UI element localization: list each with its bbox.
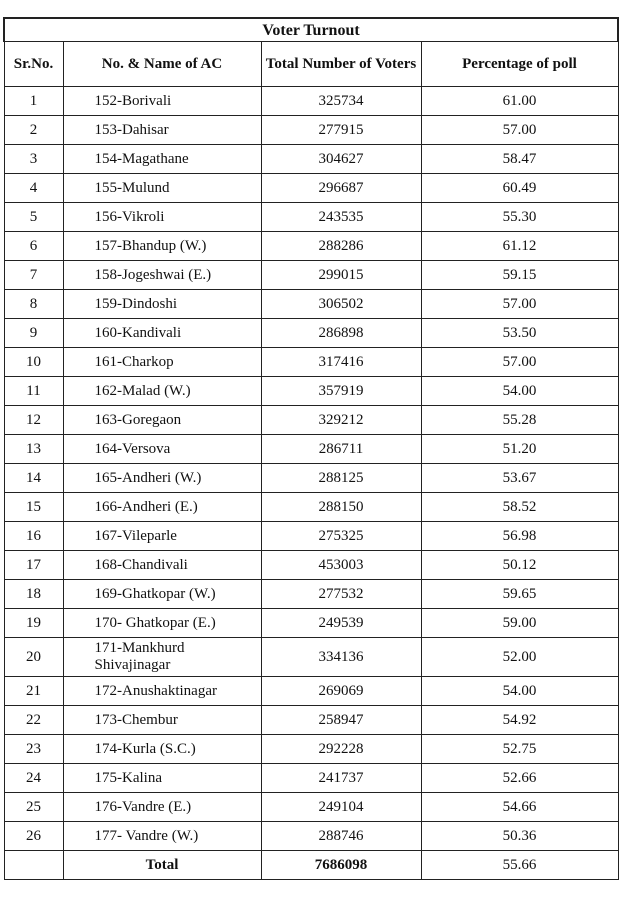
table-row — [4, 87, 618, 116]
row-total-voters: 357919 — [261, 377, 421, 406]
row-percentage-poll: 53.50 — [421, 319, 618, 348]
row-sr-no: 22 — [4, 706, 63, 735]
table-row — [4, 377, 618, 406]
row-total-voters: 296687 — [261, 174, 421, 203]
row-sr-no: 25 — [4, 793, 63, 822]
row-sr-no: 1 — [4, 87, 63, 116]
row-total-voters: 241737 — [261, 764, 421, 793]
table-row — [4, 551, 618, 580]
row-sr-no: 17 — [4, 551, 63, 580]
row-ac-name: 154-Magathane — [63, 145, 261, 174]
row-percentage-poll: 59.00 — [421, 609, 618, 638]
row-total-voters: 275325 — [261, 522, 421, 551]
row-total-voters: 249104 — [261, 793, 421, 822]
voter-turnout-sheet — [3, 17, 617, 880]
row-total-voters: 286898 — [261, 319, 421, 348]
row-percentage-poll: 52.75 — [421, 735, 618, 764]
row-ac-name: 174-Kurla (S.C.) — [63, 735, 261, 764]
table-row — [4, 522, 618, 551]
row-percentage-poll: 60.49 — [421, 174, 618, 203]
row-ac-name: 163-Goregaon — [63, 406, 261, 435]
row-total-voters: 292228 — [261, 735, 421, 764]
row-ac-name: 153-Dahisar — [63, 116, 261, 145]
row-sr-no: 16 — [4, 522, 63, 551]
header-percentage-poll: Percentage of poll — [421, 42, 618, 87]
row-ac-name: 157-Bhandup (W.) — [63, 232, 261, 261]
row-ac-name: 166-Andheri (E.) — [63, 493, 261, 522]
row-ac-name: 162-Malad (W.) — [63, 377, 261, 406]
table-row — [4, 203, 618, 232]
row-sr-no: 26 — [4, 822, 63, 851]
table-title-row — [4, 18, 618, 42]
row-total-voters: 299015 — [261, 261, 421, 290]
row-sr-no: 5 — [4, 203, 63, 232]
table-title: Voter Turnout — [4, 18, 618, 42]
row-total-voters: 288286 — [261, 232, 421, 261]
row-sr-no: 2 — [4, 116, 63, 145]
row-ac-name: 175-Kalina — [63, 764, 261, 793]
table-row — [4, 822, 618, 851]
row-sr-no: 20 — [4, 638, 63, 677]
total-sr-cell — [4, 851, 63, 880]
table-row — [4, 764, 618, 793]
row-percentage-poll: 56.98 — [421, 522, 618, 551]
table-row — [4, 735, 618, 764]
row-sr-no: 23 — [4, 735, 63, 764]
row-percentage-poll: 51.20 — [421, 435, 618, 464]
row-sr-no: 10 — [4, 348, 63, 377]
row-total-voters: 288125 — [261, 464, 421, 493]
table-row — [4, 493, 618, 522]
row-total-voters: 286711 — [261, 435, 421, 464]
row-ac-name: 172-Anushaktinagar — [63, 677, 261, 706]
row-percentage-poll: 61.12 — [421, 232, 618, 261]
table-row — [4, 677, 618, 706]
table-row — [4, 174, 618, 203]
row-ac-name: 169-Ghatkopar (W.) — [63, 580, 261, 609]
row-total-voters: 277915 — [261, 116, 421, 145]
row-sr-no: 11 — [4, 377, 63, 406]
table-row — [4, 435, 618, 464]
row-sr-no: 24 — [4, 764, 63, 793]
row-ac-name: 161-Charkop — [63, 348, 261, 377]
row-ac-name: 176-Vandre (E.) — [63, 793, 261, 822]
row-ac-name: 159-Dindoshi — [63, 290, 261, 319]
row-sr-no: 13 — [4, 435, 63, 464]
total-voters: 7686098 — [261, 851, 421, 880]
table-row — [4, 464, 618, 493]
table-row — [4, 580, 618, 609]
table-row — [4, 706, 618, 735]
table-body — [4, 87, 618, 851]
row-sr-no: 18 — [4, 580, 63, 609]
total-row — [4, 851, 618, 880]
row-sr-no: 8 — [4, 290, 63, 319]
row-percentage-poll: 57.00 — [421, 116, 618, 145]
row-ac-name: 171-Mankhurd Shivajinagar — [63, 638, 261, 677]
row-total-voters: 243535 — [261, 203, 421, 232]
row-ac-name: 167-Vileparle — [63, 522, 261, 551]
header-total-voters: Total Number of Voters — [261, 42, 421, 87]
table-row — [4, 638, 618, 677]
row-ac-name: 160-Kandivali — [63, 319, 261, 348]
row-percentage-poll: 54.00 — [421, 677, 618, 706]
row-sr-no: 7 — [4, 261, 63, 290]
row-percentage-poll: 58.47 — [421, 145, 618, 174]
table-row — [4, 116, 618, 145]
row-total-voters: 288746 — [261, 822, 421, 851]
header-sr-no: Sr.No. — [4, 42, 63, 87]
table-row — [4, 406, 618, 435]
row-ac-name: 165-Andheri (W.) — [63, 464, 261, 493]
row-percentage-poll: 59.65 — [421, 580, 618, 609]
row-sr-no: 12 — [4, 406, 63, 435]
row-total-voters: 288150 — [261, 493, 421, 522]
row-sr-no: 6 — [4, 232, 63, 261]
row-ac-name: 152-Borivali — [63, 87, 261, 116]
row-percentage-poll: 59.15 — [421, 261, 618, 290]
row-percentage-poll: 54.66 — [421, 793, 618, 822]
row-sr-no: 9 — [4, 319, 63, 348]
table-row — [4, 348, 618, 377]
row-percentage-poll: 50.12 — [421, 551, 618, 580]
total-percentage: 55.66 — [421, 851, 618, 880]
table-row — [4, 232, 618, 261]
voter-turnout-table — [3, 17, 619, 880]
table-row — [4, 793, 618, 822]
row-percentage-poll: 55.28 — [421, 406, 618, 435]
row-percentage-poll: 54.00 — [421, 377, 618, 406]
row-sr-no: 14 — [4, 464, 63, 493]
row-percentage-poll: 54.92 — [421, 706, 618, 735]
row-ac-name: 158-Jogeshwai (E.) — [63, 261, 261, 290]
table-row — [4, 145, 618, 174]
row-total-voters: 329212 — [261, 406, 421, 435]
row-sr-no: 3 — [4, 145, 63, 174]
row-total-voters: 304627 — [261, 145, 421, 174]
row-percentage-poll: 55.30 — [421, 203, 618, 232]
row-percentage-poll: 61.00 — [421, 87, 618, 116]
row-percentage-poll: 52.00 — [421, 638, 618, 677]
row-total-voters: 269069 — [261, 677, 421, 706]
row-percentage-poll: 52.66 — [421, 764, 618, 793]
row-sr-no: 15 — [4, 493, 63, 522]
table-row — [4, 319, 618, 348]
row-total-voters: 258947 — [261, 706, 421, 735]
row-percentage-poll: 50.36 — [421, 822, 618, 851]
row-sr-no: 19 — [4, 609, 63, 638]
row-ac-name: 168-Chandivali — [63, 551, 261, 580]
table-row — [4, 609, 618, 638]
row-percentage-poll: 58.52 — [421, 493, 618, 522]
row-percentage-poll: 57.00 — [421, 348, 618, 377]
row-total-voters: 277532 — [261, 580, 421, 609]
row-ac-name: 177- Vandre (W.) — [63, 822, 261, 851]
header-ac-name: No. & Name of AC — [63, 42, 261, 87]
row-ac-name: 155-Mulund — [63, 174, 261, 203]
row-total-voters: 249539 — [261, 609, 421, 638]
table-row — [4, 290, 618, 319]
row-percentage-poll: 57.00 — [421, 290, 618, 319]
row-total-voters: 306502 — [261, 290, 421, 319]
row-ac-name: 173-Chembur — [63, 706, 261, 735]
total-label: Total — [63, 851, 261, 880]
row-total-voters: 334136 — [261, 638, 421, 677]
table-row — [4, 261, 618, 290]
row-ac-name: 170- Ghatkopar (E.) — [63, 609, 261, 638]
row-total-voters: 317416 — [261, 348, 421, 377]
row-total-voters: 453003 — [261, 551, 421, 580]
row-sr-no: 21 — [4, 677, 63, 706]
row-total-voters: 325734 — [261, 87, 421, 116]
row-sr-no: 4 — [4, 174, 63, 203]
table-header-row — [4, 42, 618, 87]
row-ac-name: 156-Vikroli — [63, 203, 261, 232]
row-ac-name: 164-Versova — [63, 435, 261, 464]
row-percentage-poll: 53.67 — [421, 464, 618, 493]
